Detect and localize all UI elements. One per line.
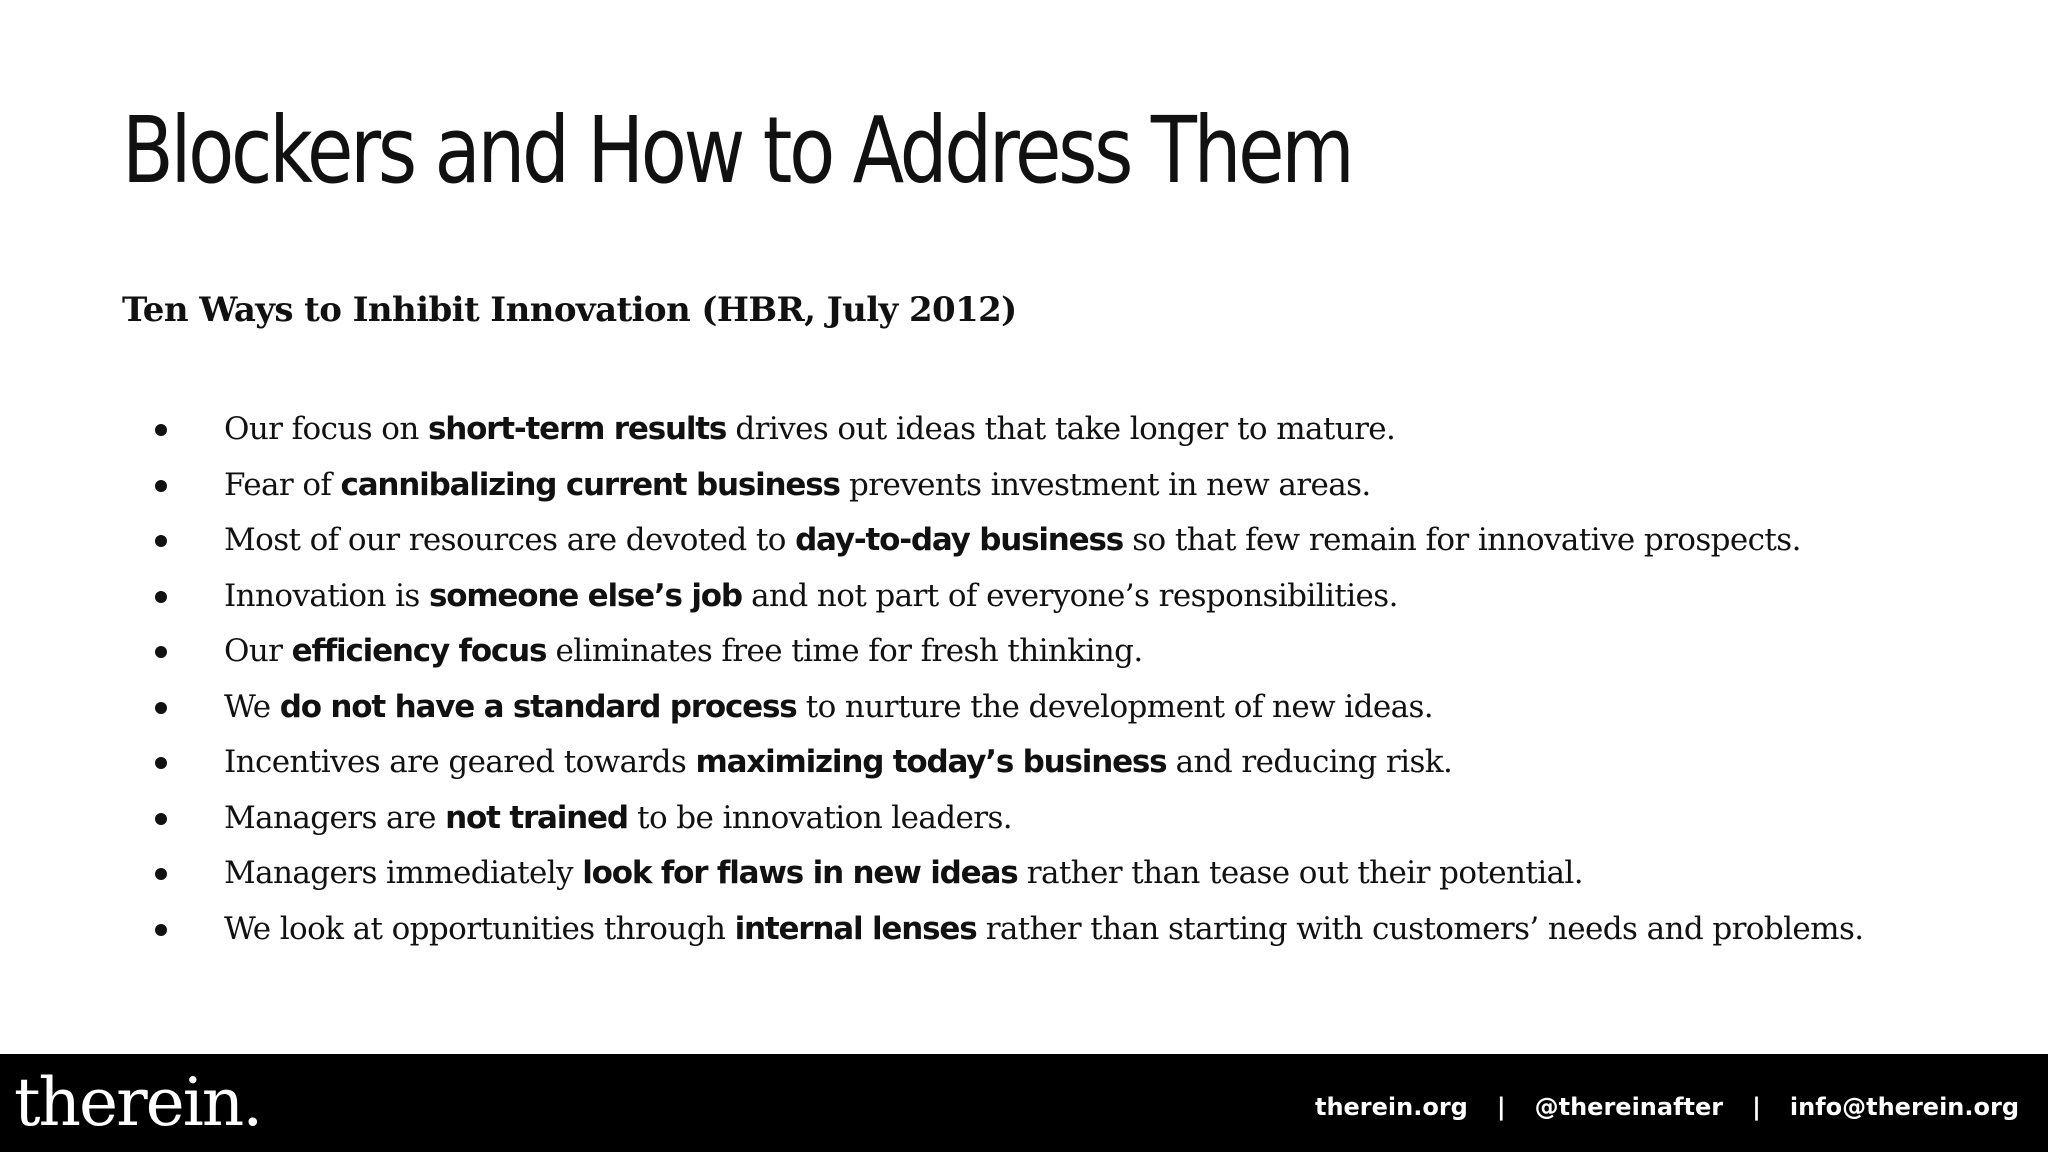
list-item-text-after: drives out ideas that take longer to mature. [726, 411, 1396, 447]
slide-title: Blockers and How to Address Them [122, 97, 1352, 204]
bullet-icon [155, 868, 167, 880]
therein-logo: therein. [14, 1064, 262, 1141]
list-item-text [224, 624, 1143, 680]
list-item-text-after: to nurture the development of new ideas. [796, 688, 1434, 725]
footer-links [1315, 1054, 2019, 1152]
list-item-text-after: eliminates free time for fresh thinking. [546, 633, 1143, 669]
bullet-icon [155, 535, 167, 547]
bullet-icon [155, 702, 167, 714]
list-item-text-before: Fear of [224, 466, 341, 503]
list-item-text-bold: short-term results [427, 411, 727, 447]
bullet-icon [155, 480, 167, 492]
footer-separator: | [1752, 1093, 1761, 1121]
list-item-text-bold: not trained [445, 799, 628, 836]
bullet-icon [155, 646, 167, 658]
bullet-icon [155, 813, 167, 825]
list-item-text-before: We [224, 688, 280, 725]
list-item-text-after: and reducing risk. [1166, 744, 1453, 780]
bullet-icon [155, 757, 167, 769]
list-item-text-after: and not part of everyone’s responsibilities. [741, 577, 1398, 614]
list-item-text-before: Our focus on [224, 411, 428, 447]
website-link[interactable]: therein.org [1314, 1093, 1468, 1121]
list-item-text-before: Our [224, 633, 292, 669]
bullet-icon [155, 924, 167, 936]
list-item-text [224, 902, 1864, 958]
list-item-text-before: Innovation is [224, 577, 429, 614]
list-item-text [224, 569, 1398, 625]
list-item-text-bold: someone else’s job [428, 577, 742, 614]
bullet-icon [155, 424, 167, 436]
list-item-text-bold: cannibalizing current business [340, 466, 840, 503]
list-item-text-before: Incentives are geared towards [224, 744, 696, 780]
list-item-text-before: Most of our resources are devoted to [224, 522, 796, 558]
list-item-text-before: We look at opportunities through [224, 910, 735, 947]
list-item-text-after: so that few remain for innovative prospects. [1122, 522, 1801, 558]
twitter-handle-link[interactable]: @thereinafter [1534, 1093, 1724, 1121]
list-item-text-after: rather than starting with customers’ needs and problems. [976, 910, 1864, 947]
list-item-text-bold: maximizing today’s business [695, 744, 1167, 780]
list-item-text [224, 791, 1012, 847]
list-item-text [224, 735, 1452, 791]
bullet-icon [155, 591, 167, 603]
list-item-text [224, 458, 1371, 514]
list-item-text-after: to be innovation leaders. [627, 799, 1013, 836]
email-link[interactable]: info@therein.org [1789, 1093, 2019, 1121]
list-item-text [224, 513, 1801, 569]
list-item-text-before: Managers immediately [224, 855, 583, 891]
list-item-text [224, 846, 1583, 902]
list-item-text-after: rather than tease out their potential. [1017, 855, 1583, 891]
list-item-text-bold: internal lenses [734, 910, 977, 947]
list-item-text-bold: day-to-day business [795, 522, 1123, 558]
slide-subtitle: Ten Ways to Inhibit Innovation (HBR, July 2012) [122, 290, 1017, 330]
footer-separator: | [1496, 1093, 1506, 1121]
list-item-text-bold: efficiency focus [291, 633, 547, 669]
list-item-text-bold: do not have a standard process [279, 688, 797, 725]
footer-bar [0, 1054, 2048, 1152]
list-item-text-before: Managers are [224, 799, 446, 836]
list-item-text-bold: look for flaws in new ideas [582, 855, 1018, 891]
list-item-text [224, 402, 1395, 458]
list-item-text-after: prevents investment in new areas. [839, 466, 1371, 503]
list-item-text [224, 680, 1433, 736]
